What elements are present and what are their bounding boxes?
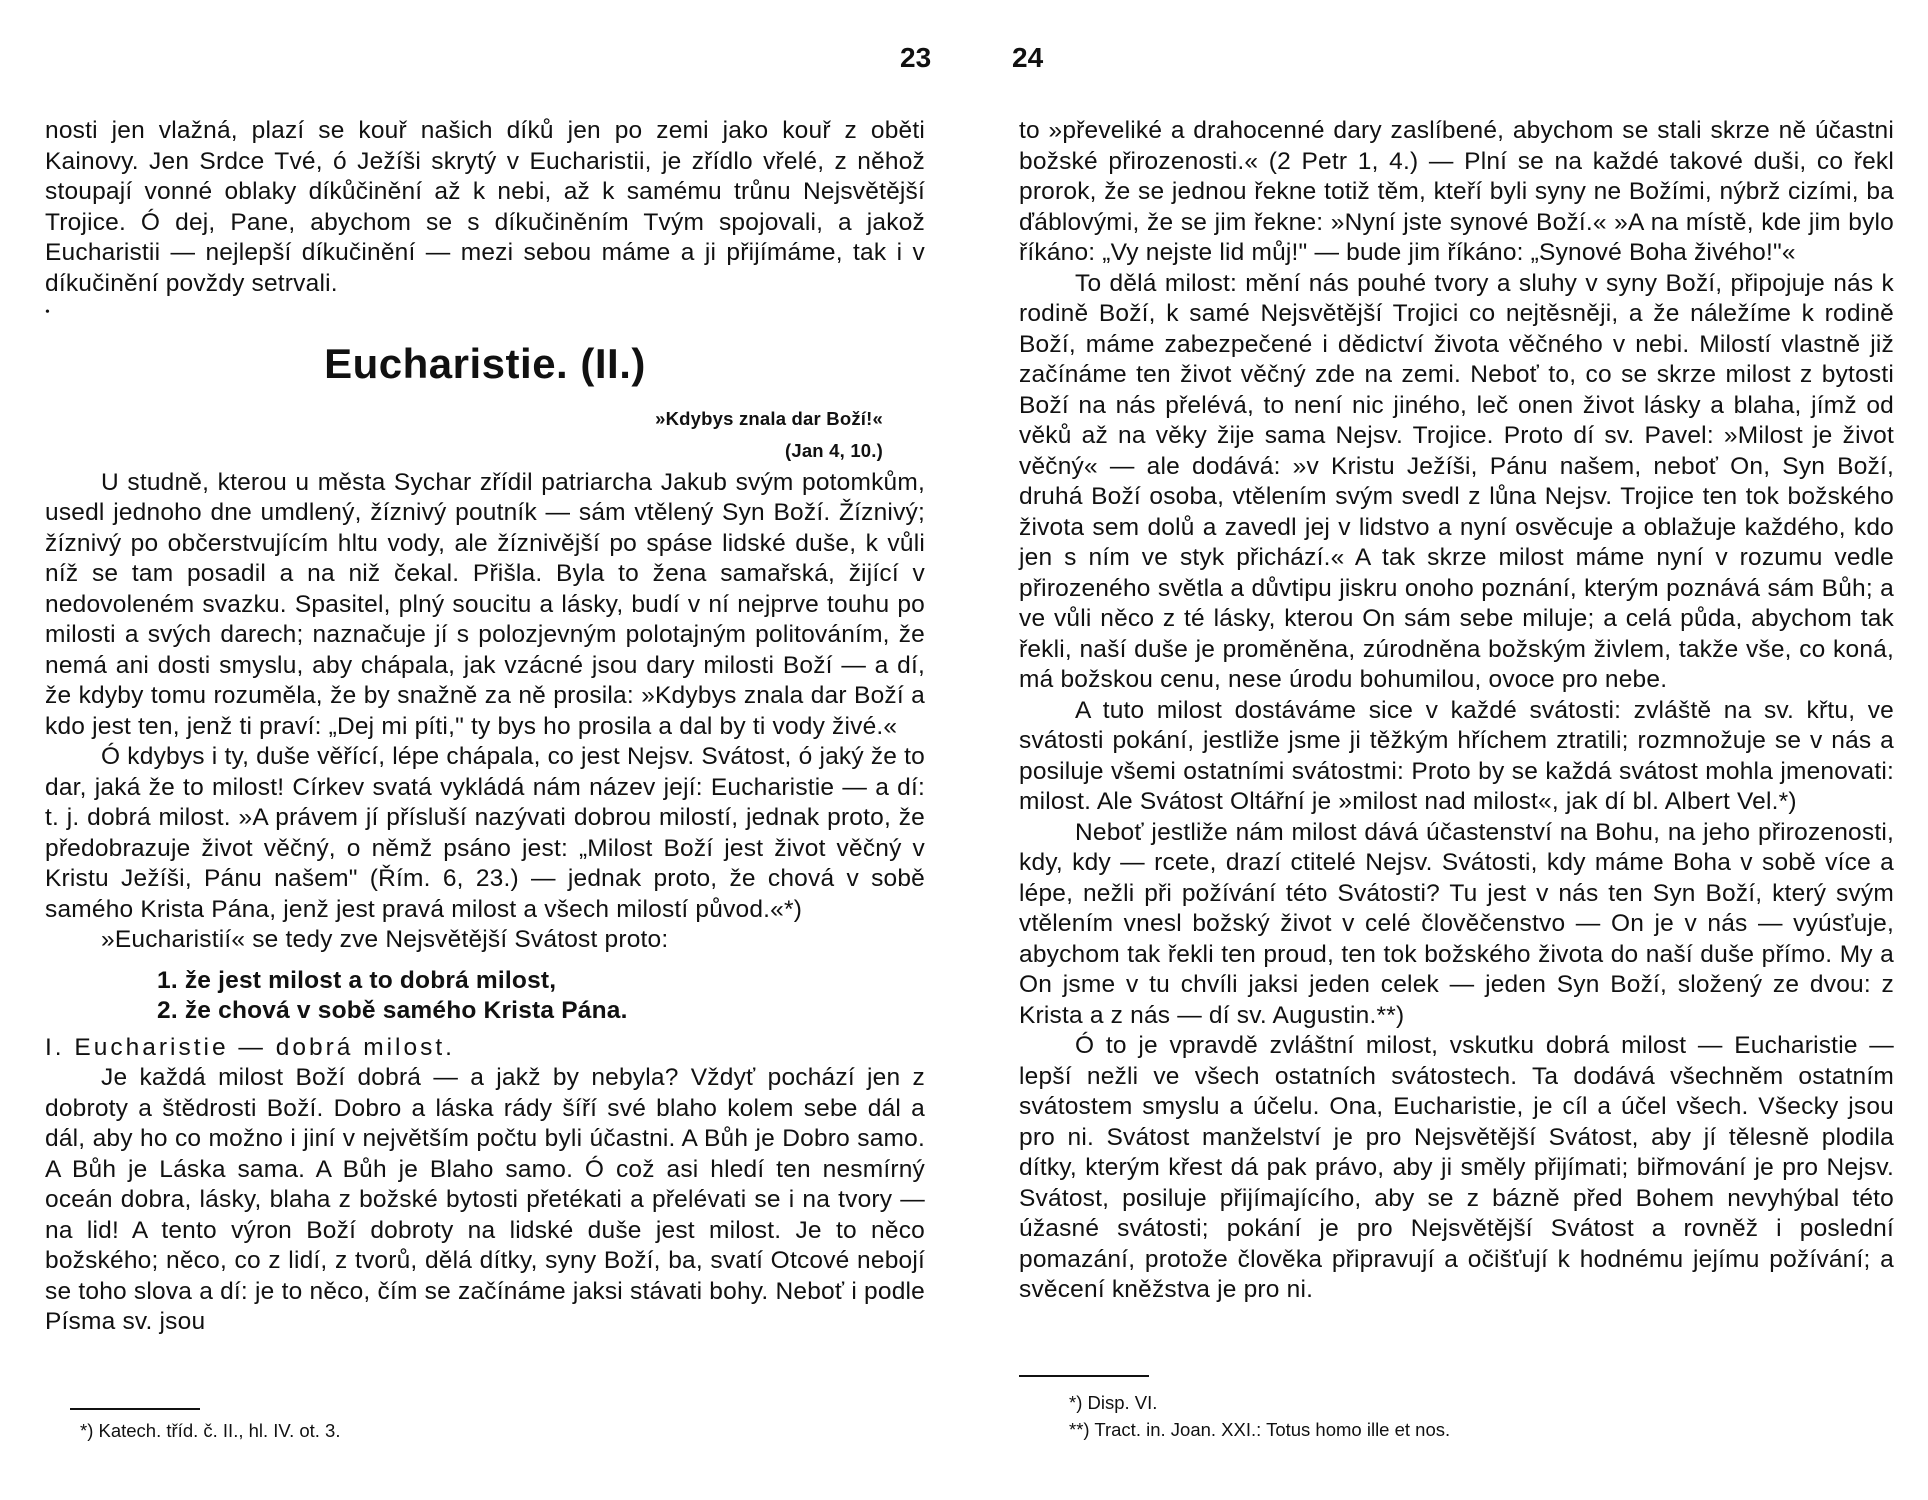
footnote: *) Katech. tříd. č. II., hl. IV. ot. 3.: [80, 1420, 341, 1441]
footnote: **) Tract. in. Joan. XXI.: Totus homo ille et nos.: [1069, 1419, 1451, 1440]
page-number: 24: [1012, 42, 1044, 73]
paragraph: Je každá milost Boží dobrá — a jakž by nebyla? Vždyť pochází jen z dobroty a štědrosti Boží. Dobro a láska rády šíří své blaho kolem sebe dál a dál, aby ho co možno i jiní v největším počtu byli účastni. A Bůh je Dobro samo. A Bůh je Láska sama. A Bůh je Blaho samo. Ó což asi hledí ten nesmírný oceán dobra, lásky, blaha z božské bytosti přetékati a přelévati se i na tvory — na lid! A tento výron Boží dobroty na lidské duše jest milost. Je to něco božského; něco, co z lidí, z tvorů, dělá dítky, syny Boží, ba, svatí Otcové nebojí se toho slova a dí: je to něco, čím se začínáme jaksi stávati bohy. Neboť i podle Písma sv. jsou: [45, 1064, 925, 1335]
chapter-heading: Eucharistie. (II.): [324, 340, 646, 387]
motto-quote: »Kdybys znala dar Boží!«: [655, 407, 883, 429]
footnote-rule: [70, 1408, 200, 1410]
paragraph: to »převeliké a drahocenné dary zaslíbené, abychom se stali skrze ně účastni božské přirozenosti.« (2 Petr 1, 4.) — Plní se na každé takové duši, co řekl prorok, že se jednou řekne totiž těm, kteří byli syny ne Božími, nýbrž cizími, ba ďáblovými, že se jim řekne: »Nyní jste synové Boží.« »A na místě, kde jim bylo říkáno: „Vy nejste lid můj!" — bude jim říkáno: „Synové Boha živého!"«: [1019, 117, 1894, 266]
points-list: [157, 966, 925, 1027]
page-number: 23: [900, 42, 932, 73]
paragraph: Ó kdybys i ty, duše věřící, lépe chápala, co jest Nejsv. Svátost, ó jaký že to dar, jaká že to milost! Církev svatá vykládá nám název její: Eucharistie — a dí: t. j. dobrá milost. »A právem jí přísluší nazývati dobrou milostí, jednak proto, že předobrazuje život věčný, o němž psáno jest: „Milost Boží jest život věčný v Kristu Ježíši, Pánu našem" (Řím. 6, 23.) — jednak proto, že chová v sobě samého Krista Pána, jenž jest pravá milost a všech milostí původ.«*): [45, 743, 925, 923]
right-text-column: [1019, 116, 1894, 1306]
footnote-rule: [1019, 1375, 1149, 1377]
motto-reference: (Jan 4, 10.): [784, 439, 883, 461]
footnote: *) Disp. VI.: [1069, 1392, 1158, 1413]
point-item: 1. že jest milost a to dobrá milost,: [157, 966, 557, 994]
paragraph: U studně, kterou u města Sychar zřídil patriarcha Jakub svým potomkům, usedl jednoho dne umdlený, žíznivý poutník — sám vtělený Syn Boží. Žíznivý; žíznivý po občerstvujícím hltu vody, ale žíznivější po spáse lidské duše, k vůli níž se tam posadil a na niž čekal. Přišla. Byla to žena samařská, žijící v nedovoleném svazku. Spasitel, plný soucitu a lásky, budí v ní nejprve touhu po milosti a svých darech; naznačuje jí s polozjevným polotajným politováním, že nemá ani dosti smyslu, aby chápala, jak vzácné jsou dary milosti Boží — a dí, že kdyby tomu rozuměla, že by snažně za ně prosila: »Kdybys znala dar Boží a kdo jest ten, jenž ti praví: „Dej mi píti," ty bys ho prosila a dal by ti vody živé.«: [45, 468, 925, 740]
paragraph: »Eucharistií« se tedy zve Nejsvětější Svátost proto:: [101, 926, 669, 953]
point-item: 2. že chová v sobě samého Krista Pána.: [157, 997, 628, 1024]
intro-paragraph: nosti jen vlažná, plazí se kouř našich díků jen po zemi jako kouř z oběti Kainovy. Jen Srdce Tvé, ó Ježíši skrytý v Eucharistii, je zřídlo vřelé, z něhož stoupají vonné oblaky díkůčinění až k nebi, až k samému trůnu Nejsvětější Trojice. Ó dej, Pane, abychom se s díkučiněním Tvým spojovali, a jakož Eucharistii — nejlepší díkučinění — mezi sebou máme a ji přijímáme, tak i v díkučinění povždy setrvali.: [45, 117, 925, 297]
paragraph: Neboť jestliže nám milost dává účastenství na Bohu, na jeho přirozenosti, kdy, kdy — rcete, drazí ctitelé Nejsv. Svátosti, kdy máme Boha v sobě více a lépe, nežli při požívání této Svátosti? Tu jest v nás ten Syn Boží, který svým vtělením vnesl božský život v celé člověčenstvo — On je v nás — vyúsťuje, abychom tak řekli ten proud, ten tok božského života do naší duše přímo. My a On jsme v tu chvíli jaksi jeden celek — jeden Syn Boží, složený ze dvou: z Krista a z nás — dí sv. Augustin.**): [1019, 818, 1894, 1029]
left-text-column: [45, 116, 925, 1338]
stray-mark: •: [45, 305, 50, 320]
paragraph: Ó to je vpravdě zvláštní milost, vskutku dobrá milost — Eucharistie — lepší nežli ve všech ostatních svátostech. Ta dodává všechněm ostatním svátostem smyslu a účelu. Ona, Eucharistie, je cíl a účel všech. Všecky jsou pro ni. Svátost manželství je pro Nejsvětější Svátost, aby jí tělesně plodila dítky, kterým křest dá pak právo, aby ji směly přijímati; biřmování je pro Nejsv. Svátost, posiluje přijímajícího, aby se z bázně před Bohem nevyhýbal této úžasné svátosti; pokání je pro Nejsvětější Svátost a rovněž i poslední pomazání, protože člověka připravují a očišťují k hodnému jejímu požívání; a svěcení kněžstva je pro ni.: [1019, 1032, 1894, 1303]
section-heading: I. Eucharistie — dobrá milost.: [45, 1033, 455, 1061]
right-page: [964, 0, 1928, 1500]
paragraph: A tuto milost dostáváme sice v každé svátosti: zvláště na sv. křtu, ve svátosti pokání, jestliže jsme ji těžkým hříchem ztratili; rozmnožuje se v nás a posiluje všemi ostatními svátostmi: Proto by se každá svátost mohla jmenovati: milost. Ale Svátost Oltářní je »milost nad milost«, jak dí bl. Albert Vel.*): [1019, 696, 1894, 815]
paragraph: To dělá milost: mění nás pouhé tvory a sluhy v syny Boží, připojuje nás k rodině Boží, k samé Nejsvětější Trojici co nejtěsněji, a že náležíme k rodině Boží, máme zabezpečené i dědictví života věčného v nebi. Milostí vlastně již začínáme ten život věčný zde na zemi. Neboť to, co se skrze milost z bytosti Boží na nás přelévá, to není nic jiného, leč onen život lásky a blaha, jímž od věků až na věky žije sama Nejsv. Trojice. Proto dí sv. Pavel: »Milost je život věčný« — ale dodává: »v Kristu Ježíši, Pánu našem, neboť On, Syn Boží, druhá Boží osoba, vtělením svým svedl z lůna Nejsv. Trojice ten tok božského života sem dolů a zavedl jej v lidstvo a nyní osvěcuje a oblažuje každého, kdo jen s ním ve styk přichází.« A tak skrze milost máme nyní v rozumu vedle přirozeného světla a důvtipu jiskru onoho poznání, kterým poznává sám Bůh; a ve vůli něco z té lásky, kterou On sám sebe miluje; a celá půda, abychom tak řekli, naší duše je proměněna, zúrodněna božským živlem, takže vše, co koná, má božskou cenu, nese úrodu bohumilou, ovoce pro nebe.: [1019, 269, 1894, 693]
